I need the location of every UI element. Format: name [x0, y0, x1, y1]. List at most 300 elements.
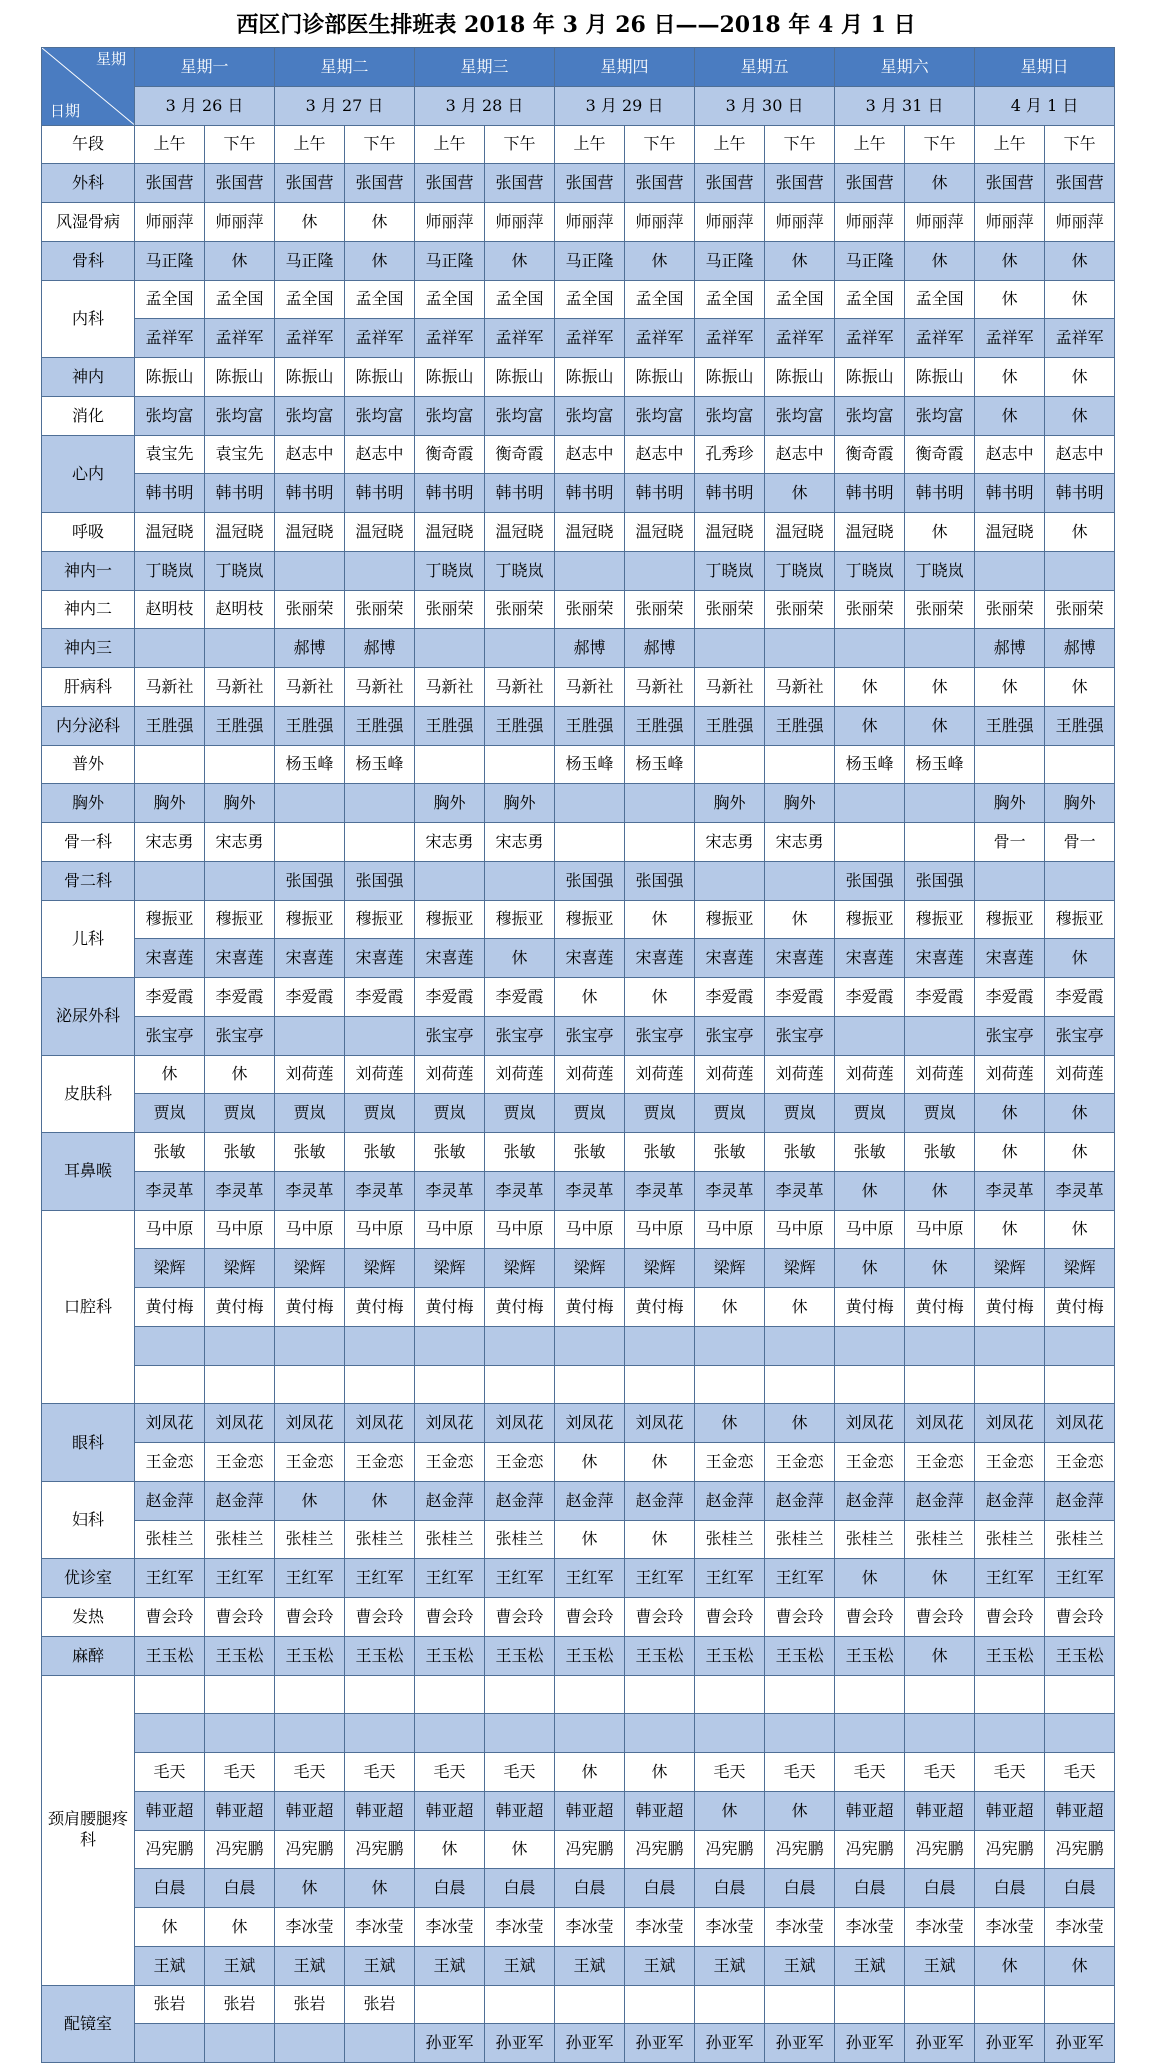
shift-cell: 穆振亚 [1045, 900, 1115, 939]
department-name-cell: 外科 [42, 164, 135, 203]
shift-cell: 张均富 [835, 396, 905, 435]
shift-cell: 丁晓岚 [205, 551, 275, 590]
shift-cell [555, 1714, 625, 1753]
period-pm-cell: 下午 [485, 125, 555, 164]
shift-cell: 休 [975, 1133, 1045, 1172]
shift-cell: 陈振山 [135, 358, 205, 397]
shift-cell: 杨玉峰 [345, 745, 415, 784]
shift-cell: 李冰莹 [765, 1908, 835, 1947]
shift-cell: 赵金萍 [1045, 1481, 1115, 1520]
shift-cell: 张岩 [135, 1985, 205, 2024]
shift-cell: 张桂兰 [835, 1520, 905, 1559]
shift-cell: 韩书明 [695, 474, 765, 513]
shift-cell: 李爱霞 [135, 978, 205, 1017]
shift-cell: 王玉松 [275, 1636, 345, 1675]
shift-cell [905, 784, 975, 823]
shift-cell: 穆振亚 [905, 900, 975, 939]
shift-cell: 王玉松 [555, 1636, 625, 1675]
shift-cell: 张丽荣 [835, 590, 905, 629]
shift-cell: 休 [975, 1946, 1045, 1985]
schedule-row [42, 939, 1115, 978]
shift-cell: 李灵革 [1045, 1171, 1115, 1210]
shift-cell: 王金恋 [975, 1443, 1045, 1482]
shift-cell: 宋喜莲 [835, 939, 905, 978]
shift-cell: 王红军 [555, 1559, 625, 1598]
shift-cell: 孙亚军 [485, 2024, 555, 2063]
shift-cell: 胸外 [975, 784, 1045, 823]
shift-cell: 张均富 [275, 396, 345, 435]
shift-cell: 马中原 [625, 1210, 695, 1249]
shift-cell: 王胜强 [485, 706, 555, 745]
department-name-cell: 妇科 [42, 1481, 135, 1559]
shift-cell [695, 1365, 765, 1404]
shift-cell: 刘凤花 [345, 1404, 415, 1443]
shift-cell: 黄付梅 [485, 1288, 555, 1327]
shift-cell [905, 629, 975, 668]
shift-cell: 穆振亚 [415, 900, 485, 939]
shift-cell: 张国营 [555, 164, 625, 203]
shift-cell: 休 [765, 1288, 835, 1327]
shift-cell [1045, 551, 1115, 590]
department-name-cell: 骨科 [42, 241, 135, 280]
shift-cell: 休 [485, 241, 555, 280]
header-corner-cell [42, 48, 135, 126]
shift-cell: 王红军 [135, 1559, 205, 1598]
shift-cell: 休 [205, 1908, 275, 1947]
shift-cell: 丁晓岚 [835, 551, 905, 590]
shift-cell: 李冰莹 [695, 1908, 765, 1947]
shift-cell: 温冠晓 [765, 513, 835, 552]
shift-cell: 陈振山 [625, 358, 695, 397]
shift-cell: 贾岚 [275, 1094, 345, 1133]
shift-cell: 温冠晓 [625, 513, 695, 552]
shift-cell: 贾岚 [555, 1094, 625, 1133]
shift-cell: 王红军 [415, 1559, 485, 1598]
shift-cell: 韩亚超 [275, 1791, 345, 1830]
shift-cell: 胸外 [415, 784, 485, 823]
shift-cell: 白晨 [135, 1869, 205, 1908]
shift-cell: 梁辉 [275, 1249, 345, 1288]
shift-cell [135, 1675, 205, 1714]
shift-cell [345, 2024, 415, 2063]
shift-cell: 温冠晓 [205, 513, 275, 552]
corner-date-label: 日期 [50, 101, 81, 120]
shift-cell: 黄付梅 [975, 1288, 1045, 1327]
shift-cell [555, 784, 625, 823]
shift-cell: 李冰莹 [835, 1908, 905, 1947]
shift-cell [905, 1675, 975, 1714]
shift-cell: 马中原 [905, 1210, 975, 1249]
department-name-cell: 泌尿外科 [42, 978, 135, 1056]
shift-cell: 王红军 [205, 1559, 275, 1598]
shift-cell: 张国营 [625, 164, 695, 203]
shift-cell: 孙亚军 [415, 2024, 485, 2063]
shift-cell: 休 [345, 1481, 415, 1520]
shift-cell: 曹会玲 [345, 1598, 415, 1637]
weekday-header-4: 星期四 [555, 48, 695, 87]
shift-cell: 休 [275, 203, 345, 242]
shift-cell: 陈振山 [905, 358, 975, 397]
shift-cell: 孟祥军 [415, 319, 485, 358]
shift-cell: 曹会玲 [695, 1598, 765, 1637]
shift-cell: 李冰莹 [345, 1908, 415, 1947]
shift-cell: 冯宪鹏 [765, 1830, 835, 1869]
shift-cell: 穆振亚 [345, 900, 415, 939]
shift-cell: 休 [135, 1908, 205, 1947]
date-header-6: 3 月 31 日 [835, 86, 975, 125]
shift-cell: 温冠晓 [695, 513, 765, 552]
shift-cell: 师丽萍 [765, 203, 835, 242]
shift-cell: 温冠晓 [415, 513, 485, 552]
shift-cell: 李灵革 [695, 1171, 765, 1210]
shift-cell: 宋喜莲 [555, 939, 625, 978]
shift-cell: 休 [835, 1559, 905, 1598]
department-name-cell: 发热 [42, 1598, 135, 1637]
shift-cell: 王胜强 [555, 706, 625, 745]
shift-cell: 李灵革 [765, 1171, 835, 1210]
shift-cell: 李爱霞 [765, 978, 835, 1017]
period-pm-cell: 下午 [205, 125, 275, 164]
shift-cell: 赵金萍 [205, 1481, 275, 1520]
shift-cell: 张敏 [485, 1133, 555, 1172]
shift-cell [135, 745, 205, 784]
shift-cell: 李冰莹 [975, 1908, 1045, 1947]
shift-cell: 王玉松 [975, 1636, 1045, 1675]
shift-cell: 赵金萍 [905, 1481, 975, 1520]
shift-cell: 贾岚 [485, 1094, 555, 1133]
shift-cell: 梁辉 [485, 1249, 555, 1288]
department-name-cell: 神内 [42, 358, 135, 397]
department-name-cell: 消化 [42, 396, 135, 435]
shift-cell: 马中原 [275, 1210, 345, 1249]
schedule-row [42, 1288, 1115, 1327]
schedule-row [42, 396, 1115, 435]
shift-cell: 张国强 [555, 861, 625, 900]
period-am-cell: 上午 [555, 125, 625, 164]
shift-cell: 丁晓岚 [485, 551, 555, 590]
corner-weekday-label: 星期 [95, 50, 126, 68]
schedule-row [42, 1365, 1115, 1404]
shift-cell: 宋喜莲 [275, 939, 345, 978]
shift-cell [415, 861, 485, 900]
period-pm-cell: 下午 [905, 125, 975, 164]
shift-cell: 孟祥军 [555, 319, 625, 358]
shift-cell: 冯宪鹏 [345, 1830, 415, 1869]
shift-cell: 杨玉峰 [555, 745, 625, 784]
shift-cell: 休 [1045, 280, 1115, 319]
schedule-row [42, 1830, 1115, 1869]
shift-cell [485, 1985, 555, 2024]
shift-cell [345, 551, 415, 590]
shift-cell [625, 1326, 695, 1365]
shift-cell: 王胜强 [415, 706, 485, 745]
shift-cell: 白晨 [835, 1869, 905, 1908]
shift-cell: 休 [485, 939, 555, 978]
shift-cell: 袁宝先 [205, 435, 275, 474]
shift-cell: 休 [695, 1791, 765, 1830]
shift-cell: 王胜强 [1045, 706, 1115, 745]
shift-cell: 休 [905, 513, 975, 552]
shift-cell: 毛天 [345, 1753, 415, 1792]
shift-cell [485, 629, 555, 668]
period-pm-cell: 下午 [345, 125, 415, 164]
shift-cell: 张均富 [345, 396, 415, 435]
shift-cell: 赵志中 [625, 435, 695, 474]
shift-cell [275, 1016, 345, 1055]
shift-cell: 李灵革 [415, 1171, 485, 1210]
shift-cell: 张国营 [485, 164, 555, 203]
period-pm-cell: 下午 [765, 125, 835, 164]
shift-cell [345, 1016, 415, 1055]
department-name-cell: 骨二科 [42, 861, 135, 900]
shift-cell: 毛天 [835, 1753, 905, 1792]
shift-cell: 王玉松 [415, 1636, 485, 1675]
date-header-1: 3 月 26 日 [135, 86, 275, 125]
shift-cell: 张丽荣 [975, 590, 1045, 629]
shift-cell: 王玉松 [625, 1636, 695, 1675]
department-name-cell: 胸外 [42, 784, 135, 823]
shift-cell: 郝博 [975, 629, 1045, 668]
shift-cell: 休 [765, 1404, 835, 1443]
schedule-row [42, 1171, 1115, 1210]
period-am-cell: 上午 [835, 125, 905, 164]
shift-cell: 黄付梅 [905, 1288, 975, 1327]
schedule-row [42, 513, 1115, 552]
shift-cell: 休 [345, 241, 415, 280]
shift-cell: 冯宪鹏 [975, 1830, 1045, 1869]
shift-cell: 孟祥军 [835, 319, 905, 358]
shift-cell: 师丽萍 [485, 203, 555, 242]
shift-cell: 休 [905, 164, 975, 203]
shift-cell: 孙亚军 [835, 2024, 905, 2063]
shift-cell: 王金恋 [415, 1443, 485, 1482]
shift-cell: 休 [905, 241, 975, 280]
shift-cell [905, 1365, 975, 1404]
department-name-cell: 优诊室 [42, 1559, 135, 1598]
shift-cell: 刘凤花 [975, 1404, 1045, 1443]
shift-cell: 毛天 [275, 1753, 345, 1792]
shift-cell: 梁辉 [765, 1249, 835, 1288]
shift-cell: 韩亚超 [485, 1791, 555, 1830]
shift-cell: 师丽萍 [205, 203, 275, 242]
shift-cell: 李灵革 [625, 1171, 695, 1210]
shift-cell: 衡奇霞 [485, 435, 555, 474]
shift-cell [275, 1714, 345, 1753]
shift-cell: 丁晓岚 [415, 551, 485, 590]
shift-cell: 休 [555, 1443, 625, 1482]
shift-cell: 张国强 [345, 861, 415, 900]
shift-cell: 韩书明 [555, 474, 625, 513]
shift-cell: 韩亚超 [625, 1791, 695, 1830]
shift-cell: 张敏 [905, 1133, 975, 1172]
period-pm-cell: 下午 [625, 125, 695, 164]
shift-cell: 陈振山 [555, 358, 625, 397]
shift-cell: 王斌 [135, 1946, 205, 1985]
shift-cell: 休 [1045, 1094, 1115, 1133]
shift-cell [695, 861, 765, 900]
shift-cell: 马新社 [485, 668, 555, 707]
shift-cell: 马新社 [555, 668, 625, 707]
shift-cell: 王斌 [275, 1946, 345, 1985]
schedule-row [42, 1675, 1115, 1714]
shift-cell: 张均富 [625, 396, 695, 435]
shift-cell: 休 [975, 241, 1045, 280]
shift-cell: 休 [1045, 668, 1115, 707]
period-am-cell: 上午 [695, 125, 765, 164]
shift-cell [835, 1016, 905, 1055]
shift-cell: 韩亚超 [835, 1791, 905, 1830]
shift-cell [835, 784, 905, 823]
shift-cell: 休 [205, 241, 275, 280]
shift-cell: 曹会玲 [625, 1598, 695, 1637]
shift-cell: 曹会玲 [275, 1598, 345, 1637]
schedule-row [42, 1908, 1115, 1947]
shift-cell: 宋喜莲 [975, 939, 1045, 978]
shift-cell: 韩亚超 [975, 1791, 1045, 1830]
shift-cell [275, 1365, 345, 1404]
shift-cell: 马中原 [695, 1210, 765, 1249]
shift-cell: 休 [135, 1055, 205, 1094]
shift-cell: 胸外 [135, 784, 205, 823]
shift-cell: 郝博 [555, 629, 625, 668]
shift-cell: 休 [905, 1559, 975, 1598]
shift-cell: 韩亚超 [1045, 1791, 1115, 1830]
schedule-row [42, 1016, 1115, 1055]
shift-cell: 孟全国 [555, 280, 625, 319]
shift-cell: 韩书明 [1045, 474, 1115, 513]
shift-cell: 孟全国 [835, 280, 905, 319]
shift-cell [135, 861, 205, 900]
period-pm-cell: 下午 [1045, 125, 1115, 164]
shift-cell: 赵明枝 [205, 590, 275, 629]
shift-cell: 李冰莹 [555, 1908, 625, 1947]
shift-cell: 王斌 [905, 1946, 975, 1985]
shift-cell: 冯宪鹏 [555, 1830, 625, 1869]
shift-cell: 陈振山 [765, 358, 835, 397]
shift-cell: 刘荷莲 [345, 1055, 415, 1094]
shift-cell [695, 1675, 765, 1714]
shift-cell: 休 [275, 1869, 345, 1908]
shift-cell: 李灵革 [555, 1171, 625, 1210]
shift-cell [555, 1365, 625, 1404]
shift-cell: 宋志勇 [135, 823, 205, 862]
shift-cell: 孙亚军 [695, 2024, 765, 2063]
shift-cell: 李冰莹 [1045, 1908, 1115, 1947]
shift-cell: 宋志勇 [765, 823, 835, 862]
shift-cell: 赵金萍 [485, 1481, 555, 1520]
shift-cell: 赵金萍 [695, 1481, 765, 1520]
schedule-row [42, 823, 1115, 862]
shift-cell: 休 [975, 280, 1045, 319]
shift-cell: 穆振亚 [555, 900, 625, 939]
shift-cell: 休 [1045, 1210, 1115, 1249]
shift-cell: 马中原 [835, 1210, 905, 1249]
shift-cell: 衡奇霞 [905, 435, 975, 474]
shift-cell: 休 [765, 900, 835, 939]
shift-cell [835, 1985, 905, 2024]
shift-cell: 曹会玲 [415, 1598, 485, 1637]
shift-cell: 休 [625, 241, 695, 280]
shift-cell: 赵志中 [275, 435, 345, 474]
schedule-row [42, 1946, 1115, 1985]
schedule-row [42, 203, 1115, 242]
shift-cell [765, 1985, 835, 2024]
shift-cell [695, 1985, 765, 2024]
shift-cell [1045, 1675, 1115, 1714]
schedule-row [42, 1985, 1115, 2024]
shift-cell: 王红军 [695, 1559, 765, 1598]
shift-cell: 刘荷莲 [835, 1055, 905, 1094]
weekday-header-7: 星期日 [975, 48, 1115, 87]
shift-cell: 张国营 [975, 164, 1045, 203]
weekday-header-6: 星期六 [835, 48, 975, 87]
schedule-row [42, 1055, 1115, 1094]
shift-cell [415, 1365, 485, 1404]
shift-cell [975, 745, 1045, 784]
shift-cell: 孙亚军 [625, 2024, 695, 2063]
shift-cell: 郝博 [625, 629, 695, 668]
shift-cell: 刘荷莲 [765, 1055, 835, 1094]
shift-cell: 冯宪鹏 [835, 1830, 905, 1869]
shift-cell: 王金恋 [835, 1443, 905, 1482]
shift-cell: 李爱霞 [835, 978, 905, 1017]
shift-cell: 孟祥军 [205, 319, 275, 358]
shift-cell [975, 1985, 1045, 2024]
shift-cell: 王金恋 [345, 1443, 415, 1482]
shift-cell: 张国强 [905, 861, 975, 900]
department-name-cell: 神内二 [42, 590, 135, 629]
shift-cell: 刘荷莲 [555, 1055, 625, 1094]
shift-cell [835, 629, 905, 668]
shift-cell [625, 551, 695, 590]
shift-cell: 李爱霞 [905, 978, 975, 1017]
shift-cell: 休 [345, 203, 415, 242]
shift-cell: 王红军 [975, 1559, 1045, 1598]
shift-cell: 韩亚超 [415, 1791, 485, 1830]
shift-cell: 王斌 [205, 1946, 275, 1985]
shift-cell: 张丽荣 [485, 590, 555, 629]
shift-cell: 休 [905, 668, 975, 707]
shift-cell: 穆振亚 [205, 900, 275, 939]
shift-cell: 王金恋 [765, 1443, 835, 1482]
shift-cell: 张国营 [135, 164, 205, 203]
shift-cell: 张宝亭 [975, 1016, 1045, 1055]
shift-cell: 王胜强 [135, 706, 205, 745]
department-name-cell: 眼科 [42, 1404, 135, 1482]
shift-cell: 张丽荣 [765, 590, 835, 629]
shift-cell: 孟祥军 [975, 319, 1045, 358]
shift-cell: 王金恋 [1045, 1443, 1115, 1482]
shift-cell: 李冰莹 [485, 1908, 555, 1947]
shift-cell: 温冠晓 [275, 513, 345, 552]
shift-cell: 丁晓岚 [905, 551, 975, 590]
shift-cell: 张均富 [415, 396, 485, 435]
shift-cell: 休 [345, 1869, 415, 1908]
shift-cell: 张均富 [485, 396, 555, 435]
shift-cell: 王斌 [485, 1946, 555, 1985]
shift-cell: 王斌 [765, 1946, 835, 1985]
shift-cell [135, 1326, 205, 1365]
shift-cell: 王金恋 [135, 1443, 205, 1482]
shift-cell: 刘荷莲 [695, 1055, 765, 1094]
shift-cell: 张宝亭 [625, 1016, 695, 1055]
shift-cell: 宋喜莲 [415, 939, 485, 978]
department-name-cell: 神内三 [42, 629, 135, 668]
shift-cell: 白晨 [555, 1869, 625, 1908]
shift-cell: 师丽萍 [835, 203, 905, 242]
schedule-row [42, 784, 1115, 823]
shift-cell: 张敏 [555, 1133, 625, 1172]
